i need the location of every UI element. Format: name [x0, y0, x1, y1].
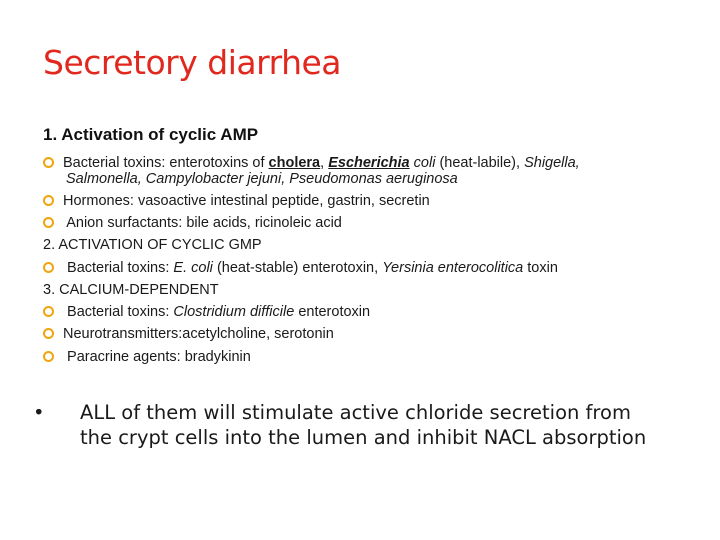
summary-line-2: the crypt cells into the lumen and inhibit NACL absorption [80, 426, 647, 449]
section-heading-cyclic-gmp: 2. ACTIVATION OF CYCLIC GMP [43, 237, 262, 253]
list-item-paracrine-agents: Paracrine agents: bradykinin [43, 349, 251, 366]
summary-bullet-dot: • [33, 401, 45, 424]
list-item-neurotransmitters: Neurotransmitters:acetylcholine, serotonin [43, 326, 334, 343]
circle-bullet-icon [43, 306, 54, 317]
circle-bullet-icon [43, 351, 54, 362]
summary-line-1: ALL of them will stimulate active chloride secretion from [80, 401, 631, 424]
list-item-bacterial-toxins-camp: Bacterial toxins: enterotoxins of cholera, Escherichia coli (heat-labile), Shigella, [43, 155, 580, 172]
circle-bullet-icon [43, 195, 54, 206]
list-item-anion-surfactants: Anion surfactants: bile acids, ricinoleic acid [43, 215, 342, 232]
section-heading-cyclic-amp: 1. Activation of cyclic AMP [43, 125, 259, 144]
circle-bullet-icon [43, 217, 54, 228]
circle-bullet-icon [43, 262, 54, 273]
summary-bullet [33, 400, 647, 450]
list-item-continuation: Salmonella, Campylobacter jejuni, Pseudomonas aeruginosa [66, 171, 458, 187]
list-item-hormones: Hormones: vasoactive intestinal peptide, gastrin, secretin [43, 193, 430, 210]
circle-bullet-icon [43, 157, 54, 168]
section-heading-calcium: 3. CALCIUM-DEPENDENT [43, 282, 219, 298]
list-item-bacterial-toxins-cgmp: Bacterial toxins: E. coli (heat-stable) enterotoxin, Yersinia enterocolitica toxin [43, 260, 558, 277]
list-item-bacterial-toxins-calcium: Bacterial toxins: Clostridium difficile enterotoxin [43, 304, 370, 321]
slide-title: Secretory diarrhea [43, 43, 342, 82]
circle-bullet-icon [43, 328, 54, 339]
